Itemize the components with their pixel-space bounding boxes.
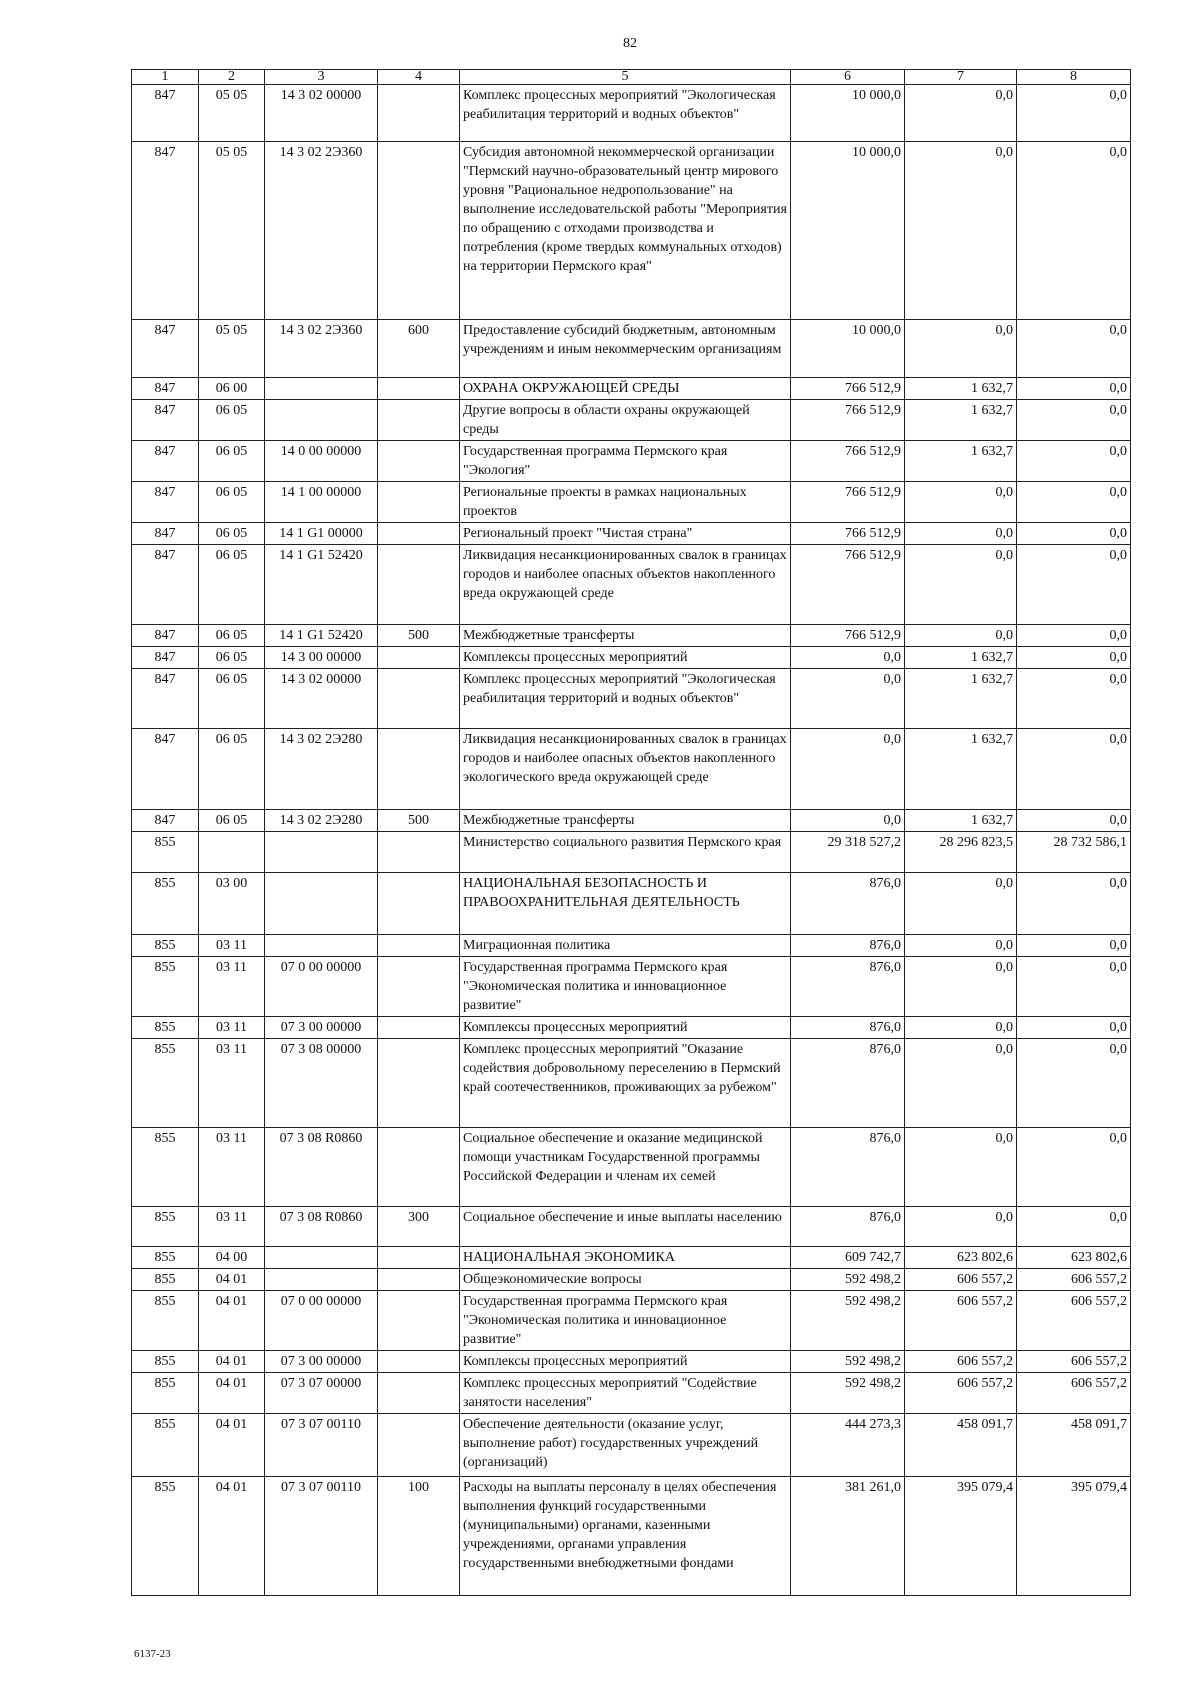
table-row xyxy=(132,647,1131,669)
amount-col-8: 0,0 xyxy=(1017,378,1131,400)
table-row xyxy=(132,1351,1131,1373)
amount-col-8: 0,0 xyxy=(1017,1207,1131,1247)
ministry-code: 855 xyxy=(132,957,199,1017)
amount-col-6: 876,0 xyxy=(791,1039,905,1128)
expense-type-code xyxy=(378,1269,460,1291)
expense-type-code xyxy=(378,378,460,400)
section-code: 06 05 xyxy=(199,810,265,832)
item-name: НАЦИОНАЛЬНАЯ БЕЗОПАСНОСТЬ И ПРАВООХРАНИТЕЛЬНАЯ ДЕЯТЕЛЬНОСТЬ xyxy=(460,873,791,935)
ministry-code: 847 xyxy=(132,523,199,545)
amount-col-7: 0,0 xyxy=(905,873,1017,935)
table-row xyxy=(132,1207,1131,1247)
target-article-code: 07 3 08 R0860 xyxy=(265,1207,378,1247)
table-row xyxy=(132,1269,1131,1291)
table-row xyxy=(132,957,1131,1017)
section-code: 04 01 xyxy=(199,1477,265,1596)
page-number: 82 xyxy=(623,36,637,51)
amount-col-7: 606 557,2 xyxy=(905,1291,1017,1351)
item-name: Комплекс процессных мероприятий "Экологическая реабилитация территорий и водных объектов" xyxy=(460,669,791,729)
amount-col-7: 0,0 xyxy=(905,1207,1017,1247)
amount-col-7: 0,0 xyxy=(905,320,1017,378)
expense-type-code xyxy=(378,1373,460,1414)
expense-type-code: 300 xyxy=(378,1207,460,1247)
expense-type-code xyxy=(378,85,460,142)
amount-col-8: 0,0 xyxy=(1017,1128,1131,1207)
ministry-code: 847 xyxy=(132,482,199,523)
target-article-code: 07 3 08 00000 xyxy=(265,1039,378,1128)
section-code: 03 11 xyxy=(199,957,265,1017)
item-name: Государственная программа Пермского края "Экология" xyxy=(460,441,791,482)
item-name: Расходы на выплаты персоналу в целях обеспечения выполнения функций государственными (муниципальными) органами, казенными учреждениями, органами управления государственными внебюджетными фондами xyxy=(460,1477,791,1596)
column-header: 6 xyxy=(791,70,905,85)
table-row xyxy=(132,1017,1131,1039)
amount-col-6: 609 742,7 xyxy=(791,1247,905,1269)
amount-col-6: 766 512,9 xyxy=(791,378,905,400)
table-row xyxy=(132,669,1131,729)
document-code: 6137-23 xyxy=(134,1648,171,1660)
amount-col-7: 1 632,7 xyxy=(905,441,1017,482)
item-name: Межбюджетные трансферты xyxy=(460,625,791,647)
amount-col-7: 623 802,6 xyxy=(905,1247,1017,1269)
amount-col-6: 876,0 xyxy=(791,1128,905,1207)
section-code: 06 05 xyxy=(199,625,265,647)
item-name: Межбюджетные трансферты xyxy=(460,810,791,832)
amount-col-7: 0,0 xyxy=(905,1017,1017,1039)
ministry-code: 847 xyxy=(132,85,199,142)
target-article-code: 14 3 02 2Э280 xyxy=(265,729,378,810)
amount-col-8: 0,0 xyxy=(1017,482,1131,523)
item-name: Социальное обеспечение и иные выплаты населению xyxy=(460,1207,791,1247)
ministry-code: 855 xyxy=(132,1017,199,1039)
section-code: 06 05 xyxy=(199,441,265,482)
amount-col-6: 381 261,0 xyxy=(791,1477,905,1596)
amount-col-8: 0,0 xyxy=(1017,729,1131,810)
ministry-code: 855 xyxy=(132,1128,199,1207)
amount-col-7: 0,0 xyxy=(905,523,1017,545)
amount-col-6: 876,0 xyxy=(791,873,905,935)
section-code: 06 05 xyxy=(199,647,265,669)
target-article-code: 07 3 07 00000 xyxy=(265,1373,378,1414)
table-row xyxy=(132,378,1131,400)
table-row xyxy=(132,810,1131,832)
table-row xyxy=(132,625,1131,647)
target-article-code: 14 3 00 00000 xyxy=(265,647,378,669)
amount-col-8: 0,0 xyxy=(1017,441,1131,482)
target-article-code xyxy=(265,873,378,935)
target-article-code: 14 3 02 00000 xyxy=(265,669,378,729)
item-name: Комплексы процессных мероприятий xyxy=(460,1351,791,1373)
amount-col-6: 876,0 xyxy=(791,935,905,957)
section-code: 06 05 xyxy=(199,400,265,441)
section-code xyxy=(199,832,265,873)
amount-col-8: 0,0 xyxy=(1017,545,1131,625)
expense-type-code xyxy=(378,647,460,669)
ministry-code: 855 xyxy=(132,1414,199,1477)
amount-col-6: 766 512,9 xyxy=(791,625,905,647)
section-code: 03 11 xyxy=(199,1207,265,1247)
amount-col-6: 766 512,9 xyxy=(791,400,905,441)
ministry-code: 847 xyxy=(132,441,199,482)
item-name: Комплекс процессных мероприятий "Экологическая реабилитация территорий и водных объектов" xyxy=(460,85,791,142)
target-article-code: 14 3 02 00000 xyxy=(265,85,378,142)
ministry-code: 847 xyxy=(132,625,199,647)
table-row xyxy=(132,85,1131,142)
table-row xyxy=(132,873,1131,935)
target-article-code: 14 1 00 00000 xyxy=(265,482,378,523)
section-code: 06 00 xyxy=(199,378,265,400)
expense-type-code xyxy=(378,545,460,625)
item-name: НАЦИОНАЛЬНАЯ ЭКОНОМИКА xyxy=(460,1247,791,1269)
ministry-code: 847 xyxy=(132,400,199,441)
column-header: 4 xyxy=(378,70,460,85)
ministry-code: 855 xyxy=(132,935,199,957)
item-name: Ликвидация несанкционированных свалок в границах городов и наиболее опасных объектов накопленного экологического вреда окружающей среде xyxy=(460,729,791,810)
amount-col-7: 1 632,7 xyxy=(905,729,1017,810)
amount-col-8: 0,0 xyxy=(1017,810,1131,832)
amount-col-7: 606 557,2 xyxy=(905,1351,1017,1373)
expense-type-code xyxy=(378,873,460,935)
section-code: 03 00 xyxy=(199,873,265,935)
amount-col-8: 0,0 xyxy=(1017,1039,1131,1128)
item-name: Комплекс процессных мероприятий "Оказание содействия добровольному переселению в Пермский край соотечественников, проживающих за рубежом" xyxy=(460,1039,791,1128)
amount-col-6: 0,0 xyxy=(791,729,905,810)
target-article-code xyxy=(265,1269,378,1291)
section-code: 05 05 xyxy=(199,320,265,378)
ministry-code: 847 xyxy=(132,810,199,832)
expense-type-code xyxy=(378,1128,460,1207)
ministry-code: 855 xyxy=(132,1039,199,1128)
amount-col-7: 0,0 xyxy=(905,625,1017,647)
section-code: 04 01 xyxy=(199,1351,265,1373)
amount-col-7: 1 632,7 xyxy=(905,810,1017,832)
table-row xyxy=(132,1291,1131,1351)
expense-type-code xyxy=(378,523,460,545)
target-article-code: 14 1 G1 00000 xyxy=(265,523,378,545)
table-row xyxy=(132,1039,1131,1128)
item-name: Субсидия автономной некоммерческой организации "Пермский научно-образовательный центр мирового уровня "Рациональное недропользование" на выполнение исследовательской работы "Мероприятия по обращению с отходами производства и потребления (кроме твердых коммунальных отходов) на территории Пермского края" xyxy=(460,142,791,320)
amount-col-6: 592 498,2 xyxy=(791,1269,905,1291)
table-row xyxy=(132,142,1131,320)
amount-col-6: 592 498,2 xyxy=(791,1351,905,1373)
amount-col-7: 395 079,4 xyxy=(905,1477,1017,1596)
amount-col-6: 766 512,9 xyxy=(791,523,905,545)
amount-col-8: 606 557,2 xyxy=(1017,1373,1131,1414)
ministry-code: 855 xyxy=(132,873,199,935)
section-code: 06 05 xyxy=(199,523,265,545)
item-name: Общеэкономические вопросы xyxy=(460,1269,791,1291)
amount-col-8: 623 802,6 xyxy=(1017,1247,1131,1269)
expense-type-code: 500 xyxy=(378,810,460,832)
table-row xyxy=(132,832,1131,873)
amount-col-7: 0,0 xyxy=(905,85,1017,142)
item-name: Государственная программа Пермского края "Экономическая политика и инновационное развитие" xyxy=(460,957,791,1017)
amount-col-8: 458 091,7 xyxy=(1017,1414,1131,1477)
amount-col-7: 0,0 xyxy=(905,1039,1017,1128)
section-code: 05 05 xyxy=(199,85,265,142)
ministry-code: 847 xyxy=(132,320,199,378)
target-article-code xyxy=(265,400,378,441)
amount-col-7: 1 632,7 xyxy=(905,378,1017,400)
item-name: Комплекс процессных мероприятий "Содействие занятости населения" xyxy=(460,1373,791,1414)
ministry-code: 855 xyxy=(132,832,199,873)
item-name: Предоставление субсидий бюджетным, автономным учреждениям и иным некоммерческим организациям xyxy=(460,320,791,378)
expense-type-code xyxy=(378,400,460,441)
amount-col-8: 0,0 xyxy=(1017,957,1131,1017)
amount-col-7: 458 091,7 xyxy=(905,1414,1017,1477)
section-code: 04 00 xyxy=(199,1247,265,1269)
target-article-code: 14 3 02 2Э360 xyxy=(265,320,378,378)
item-name: Государственная программа Пермского края "Экономическая политика и инновационное развитие" xyxy=(460,1291,791,1351)
section-code: 03 11 xyxy=(199,1128,265,1207)
ministry-code: 847 xyxy=(132,378,199,400)
amount-col-6: 876,0 xyxy=(791,957,905,1017)
amount-col-7: 1 632,7 xyxy=(905,669,1017,729)
amount-col-6: 0,0 xyxy=(791,647,905,669)
table-row xyxy=(132,935,1131,957)
section-code: 03 11 xyxy=(199,1039,265,1128)
table-row xyxy=(132,320,1131,378)
table-row xyxy=(132,1477,1131,1596)
target-article-code xyxy=(265,1247,378,1269)
amount-col-6: 876,0 xyxy=(791,1017,905,1039)
item-name: Обеспечение деятельности (оказание услуг, выполнение работ) государственных учреждений (организаций) xyxy=(460,1414,791,1477)
expense-type-code xyxy=(378,729,460,810)
ministry-code: 855 xyxy=(132,1351,199,1373)
column-header: 2 xyxy=(199,70,265,85)
amount-col-8: 395 079,4 xyxy=(1017,1477,1131,1596)
target-article-code xyxy=(265,832,378,873)
expense-type-code xyxy=(378,669,460,729)
table-header-row xyxy=(132,70,1131,85)
expense-type-code xyxy=(378,1017,460,1039)
section-code: 03 11 xyxy=(199,935,265,957)
section-code: 04 01 xyxy=(199,1291,265,1351)
expense-type-code xyxy=(378,1247,460,1269)
ministry-code: 855 xyxy=(132,1269,199,1291)
amount-col-8: 0,0 xyxy=(1017,320,1131,378)
target-article-code: 07 0 00 00000 xyxy=(265,957,378,1017)
expense-type-code xyxy=(378,441,460,482)
amount-col-6: 10 000,0 xyxy=(791,320,905,378)
amount-col-8: 0,0 xyxy=(1017,935,1131,957)
expense-type-code xyxy=(378,957,460,1017)
target-article-code: 07 3 07 00110 xyxy=(265,1414,378,1477)
item-name: Региональные проекты в рамках национальных проектов xyxy=(460,482,791,523)
table-row xyxy=(132,1247,1131,1269)
amount-col-6: 592 498,2 xyxy=(791,1373,905,1414)
amount-col-8: 0,0 xyxy=(1017,85,1131,142)
table-row xyxy=(132,1128,1131,1207)
amount-col-7: 1 632,7 xyxy=(905,647,1017,669)
section-code: 06 05 xyxy=(199,669,265,729)
amount-col-7: 0,0 xyxy=(905,545,1017,625)
expense-type-code xyxy=(378,1291,460,1351)
table-row xyxy=(132,523,1131,545)
target-article-code: 14 1 G1 52420 xyxy=(265,625,378,647)
amount-col-6: 0,0 xyxy=(791,669,905,729)
table-row xyxy=(132,729,1131,810)
table-row xyxy=(132,441,1131,482)
target-article-code: 07 3 08 R0860 xyxy=(265,1128,378,1207)
amount-col-7: 0,0 xyxy=(905,142,1017,320)
amount-col-7: 0,0 xyxy=(905,1128,1017,1207)
ministry-code: 847 xyxy=(132,729,199,810)
expense-type-code: 500 xyxy=(378,625,460,647)
expense-type-code xyxy=(378,832,460,873)
target-article-code: 14 3 02 2Э360 xyxy=(265,142,378,320)
amount-col-7: 606 557,2 xyxy=(905,1269,1017,1291)
section-code: 06 05 xyxy=(199,482,265,523)
target-article-code: 07 3 07 00110 xyxy=(265,1477,378,1596)
column-header: 7 xyxy=(905,70,1017,85)
item-name: Комплексы процессных мероприятий xyxy=(460,1017,791,1039)
item-name: Региональный проект "Чистая страна" xyxy=(460,523,791,545)
amount-col-8: 0,0 xyxy=(1017,1017,1131,1039)
amount-col-8: 606 557,2 xyxy=(1017,1269,1131,1291)
table-row xyxy=(132,482,1131,523)
target-article-code: 07 3 00 00000 xyxy=(265,1351,378,1373)
section-code: 06 05 xyxy=(199,729,265,810)
section-code: 04 01 xyxy=(199,1414,265,1477)
item-name: Социальное обеспечение и оказание медицинской помощи участникам Государственной программы Российской Федерации и членам их семей xyxy=(460,1128,791,1207)
expense-type-code: 600 xyxy=(378,320,460,378)
ministry-code: 847 xyxy=(132,647,199,669)
column-header: 8 xyxy=(1017,70,1131,85)
section-code: 03 11 xyxy=(199,1017,265,1039)
amount-col-6: 10 000,0 xyxy=(791,85,905,142)
table-row xyxy=(132,1414,1131,1477)
section-code: 04 01 xyxy=(199,1269,265,1291)
target-article-code: 14 3 02 2Э280 xyxy=(265,810,378,832)
amount-col-7: 0,0 xyxy=(905,935,1017,957)
item-name: ОХРАНА ОКРУЖАЮЩЕЙ СРЕДЫ xyxy=(460,378,791,400)
target-article-code: 07 3 00 00000 xyxy=(265,1017,378,1039)
column-header: 5 xyxy=(460,70,791,85)
target-article-code: 14 0 00 00000 xyxy=(265,441,378,482)
amount-col-8: 0,0 xyxy=(1017,625,1131,647)
target-article-code xyxy=(265,378,378,400)
amount-col-8: 0,0 xyxy=(1017,647,1131,669)
ministry-code: 847 xyxy=(132,545,199,625)
ministry-code: 855 xyxy=(132,1477,199,1596)
ministry-code: 855 xyxy=(132,1207,199,1247)
amount-col-7: 0,0 xyxy=(905,482,1017,523)
expense-type-code xyxy=(378,1351,460,1373)
section-code: 04 01 xyxy=(199,1373,265,1414)
amount-col-7: 28 296 823,5 xyxy=(905,832,1017,873)
amount-col-8: 0,0 xyxy=(1017,523,1131,545)
expense-type-code xyxy=(378,935,460,957)
amount-col-8: 606 557,2 xyxy=(1017,1291,1131,1351)
ministry-code: 847 xyxy=(132,669,199,729)
amount-col-8: 0,0 xyxy=(1017,142,1131,320)
expense-type-code xyxy=(378,482,460,523)
section-code: 06 05 xyxy=(199,545,265,625)
item-name: Комплексы процессных мероприятий xyxy=(460,647,791,669)
amount-col-8: 0,0 xyxy=(1017,669,1131,729)
expense-type-code xyxy=(378,1039,460,1128)
target-article-code xyxy=(265,935,378,957)
amount-col-6: 766 512,9 xyxy=(791,441,905,482)
amount-col-7: 0,0 xyxy=(905,957,1017,1017)
amount-col-6: 592 498,2 xyxy=(791,1291,905,1351)
amount-col-6: 29 318 527,2 xyxy=(791,832,905,873)
amount-col-7: 1 632,7 xyxy=(905,400,1017,441)
amount-col-6: 876,0 xyxy=(791,1207,905,1247)
amount-col-8: 0,0 xyxy=(1017,400,1131,441)
table-row xyxy=(132,1373,1131,1414)
amount-col-6: 766 512,9 xyxy=(791,482,905,523)
amount-col-6: 0,0 xyxy=(791,810,905,832)
expense-type-code: 100 xyxy=(378,1477,460,1596)
amount-col-6: 444 273,3 xyxy=(791,1414,905,1477)
amount-col-8: 0,0 xyxy=(1017,873,1131,935)
ministry-code: 855 xyxy=(132,1291,199,1351)
target-article-code: 07 0 00 00000 xyxy=(265,1291,378,1351)
ministry-code: 855 xyxy=(132,1373,199,1414)
expense-type-code xyxy=(378,1414,460,1477)
amount-col-8: 606 557,2 xyxy=(1017,1351,1131,1373)
target-article-code: 14 1 G1 52420 xyxy=(265,545,378,625)
item-name: Миграционная политика xyxy=(460,935,791,957)
budget-table xyxy=(131,69,1131,1596)
item-name: Другие вопросы в области охраны окружающей среды xyxy=(460,400,791,441)
amount-col-8: 28 732 586,1 xyxy=(1017,832,1131,873)
ministry-code: 855 xyxy=(132,1247,199,1269)
amount-col-7: 606 557,2 xyxy=(905,1373,1017,1414)
table-row xyxy=(132,545,1131,625)
amount-col-6: 766 512,9 xyxy=(791,545,905,625)
table-row xyxy=(132,400,1131,441)
expense-type-code xyxy=(378,142,460,320)
section-code: 05 05 xyxy=(199,142,265,320)
amount-col-6: 10 000,0 xyxy=(791,142,905,320)
ministry-code: 847 xyxy=(132,142,199,320)
column-header: 1 xyxy=(132,70,199,85)
item-name: Министерство социального развития Пермского края xyxy=(460,832,791,873)
column-header: 3 xyxy=(265,70,378,85)
item-name: Ликвидация несанкционированных свалок в границах городов и наиболее опасных объектов накопленного вреда окружающей среде xyxy=(460,545,791,625)
